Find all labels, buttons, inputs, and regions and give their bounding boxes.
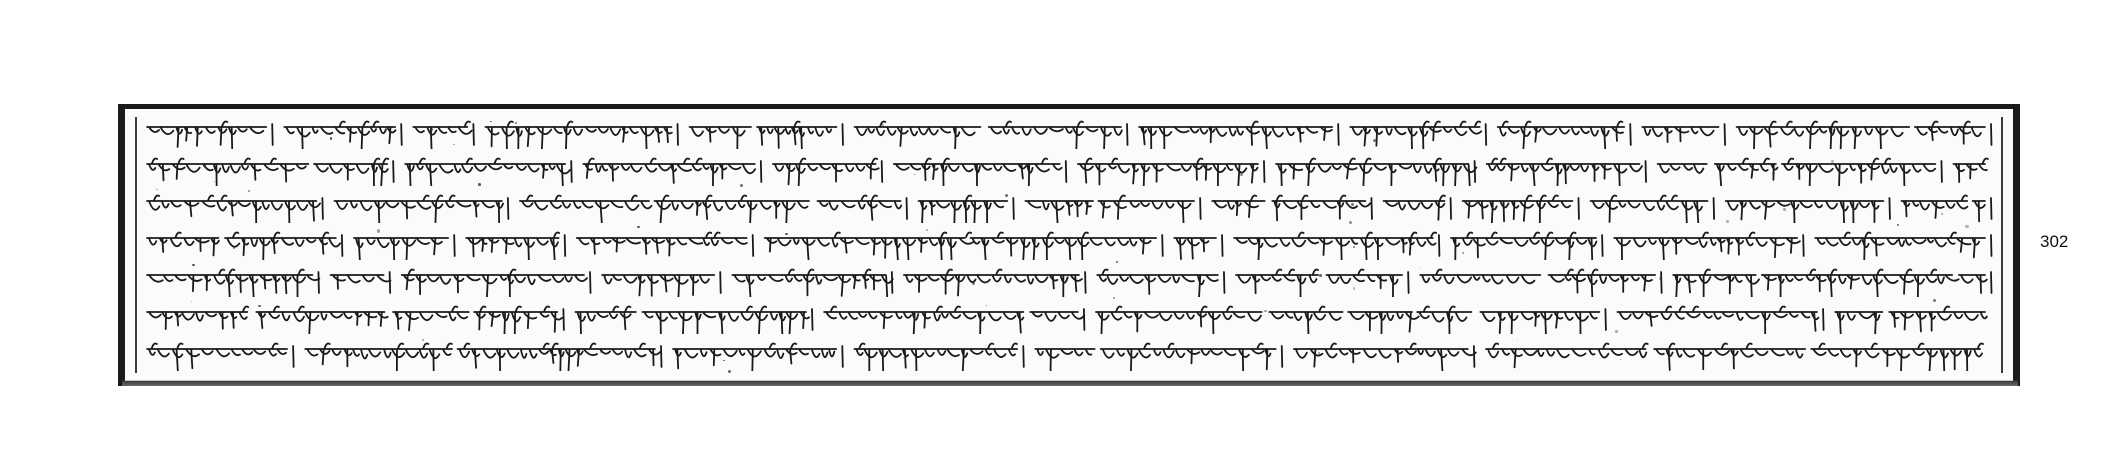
script-strokes [143,304,1993,334]
script-path [147,233,1991,261]
ink-speck [1965,225,1968,228]
text-block [143,119,1993,371]
ink-speck [882,124,884,126]
script-strokes [143,156,1993,186]
text-line-5 [143,267,1993,297]
ink-speck [453,144,455,146]
ink-speck [1264,310,1266,312]
ink-speck [1897,224,1899,226]
ink-speck [478,183,481,186]
text-line-7 [143,341,1993,371]
script-path [147,159,1988,187]
script-path [147,196,1991,224]
script-path [147,307,1987,335]
ink-speck [600,350,602,352]
script-path [147,122,1991,150]
ink-speck [192,264,195,267]
ink-speck [248,190,249,191]
ink-speck [422,339,424,341]
ink-speck [377,229,380,232]
ink-speck [214,181,215,182]
ink-speck [728,370,731,373]
ink-speck [1721,274,1724,277]
folio-shadow [122,380,2018,386]
ink-speck [1726,220,1728,222]
ink-speck [1783,208,1786,211]
script-strokes [143,193,1993,223]
ink-speck [515,122,517,124]
ink-speck [1933,299,1936,302]
ink-speck [817,283,819,285]
ink-speck [1240,173,1243,176]
ink-speck [896,165,898,167]
text-line-3 [143,193,1993,223]
ink-speck [637,226,640,229]
ink-speck [1419,268,1420,269]
script-path [147,270,1991,298]
ink-speck [1615,330,1618,333]
ink-speck [1826,275,1829,278]
text-line-2 [143,156,1993,186]
script-strokes [143,230,1993,260]
script-strokes [143,119,1993,149]
folio-border [118,104,2020,386]
ink-speck [1319,274,1322,277]
ink-speck [330,137,332,139]
text-line-1 [143,119,1993,149]
script-strokes [143,267,1993,297]
text-line-6 [143,304,1993,334]
script-path [147,344,1983,372]
ink-speck [1351,203,1354,206]
text-line-4 [143,230,1993,260]
script-strokes [143,341,1993,371]
page-number: 302 [2040,232,2069,251]
